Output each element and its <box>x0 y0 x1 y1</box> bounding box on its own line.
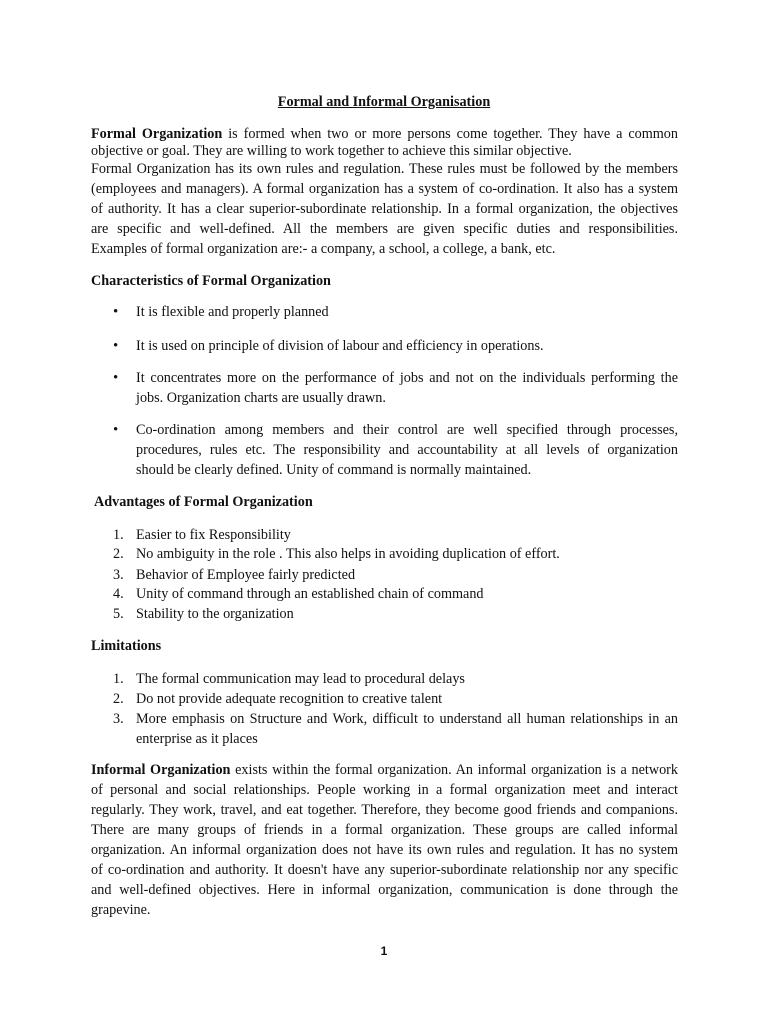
bullet-marker: • <box>113 338 119 354</box>
limitations-heading: Limitations <box>91 638 162 654</box>
page-number: 1 <box>380 944 388 958</box>
formal-intro-line-7: Examples of formal organization are:- a company, a school, a college, a bank, etc. <box>91 241 556 257</box>
advantages-heading: Advantages of Formal Organization <box>94 494 313 510</box>
document-page: Formal and Informal Organisation Formal Organization is formed when two or more persons come together. They have a common objective or goal. They are willing to work together to achieve this similar objective. Formal Organization has its own rules and regulation. These rules must be followed by the members (employees and managers). A formal organization has a system of co-ordination. It also has a system of authority. It has a clear superior-subordinate relationship. In a formal organization, the objectives are specific and well-defined. All the members are given specific duties and responsibilities. Examples of formal organization are:- a company, a school, a college, a bank, etc. Characteristics of Formal Organization • It is flexible and properly planned • It is used on principle of division of labour and efficiency in operations. • It concentrates more on the performance of jobs and not on the individuals performing the jobs. Organization charts are usually drawn. • Co-ordination among members and their control are well specified through processes, procedures, rules etc. The responsibility and accountability at all levels of organization should be clearly defined. Unity of command is normally maintained. Advantages of Formal Organization 1. Easier to fix Responsibility 2. No ambiguity in the role . This also helps in avoiding duplication of effort. 3. Behavior of Employee fairly predicted 4. Unity of command through an established chain of command 5. Stability to the organization Limitations 1. The formal communication may lead to procedural delays 2. Do not provide adequate recognition to creative talent 3. More emphasis on Structure and Work, difficult to understand all human relationships in an enterprise as it places Informal Organization exists within the formal organization. An informal organization is a network of personal and social relationships. People working in a formal organization meet and interact regularly. They work, travel, and eat together. Therefore, they become good friends and companions. There are many groups of friends in a formal organization. These groups are called informal organization. An informal organization does not have its own rules and regulation. It has no system of co-ordination and authority. It doesn't have any superior-subordinate relationship nor any specific and well-defined objectives. Here in informal organization, communication is done through the grapevine. 1 <box>0 0 768 1024</box>
formal-intro-line-2: objective or goal. They are willing to work together to achieve this similar objective. <box>91 143 572 159</box>
formal-intro-line-4: (employees and managers). A formal organization has a system of co-ordination. It also has a system <box>91 181 678 197</box>
informal-paragraph: Informal Organization exists within the formal organization. An informal organization is a network of personal and social relationships. People working in a formal organization meet and interact regularly. They work, travel, and eat together. Therefore, they become good friends and companions. There are many groups of friends in a formal organization. These groups are called informal organization. An informal organization does not have its own rules and regulation. It has no system of co-ordination and authority. It doesn't have any superior-subordinate relationship nor any specific and well-defined objectives. Here in informal organization, communication is done through the grapevine. <box>91 762 678 918</box>
formal-intro-line-6: are specific and well-defined. All the members are given specific duties and responsibilities. <box>91 221 678 237</box>
characteristics-heading: Characteristics of Formal Organization <box>91 273 331 289</box>
formal-intro-line-1: Formal Organization is formed when two or more persons come together. They have a common <box>91 126 678 142</box>
bullet-marker: • <box>113 422 119 438</box>
informal-line-1: Informal Organization exists within the formal organization. An informal organization is a network <box>91 762 678 778</box>
formal-organization-term: Formal Organization <box>91 126 223 142</box>
formal-intro-paragraph <box>91 125 678 259</box>
formal-intro-line-5: of authority. It has a clear superior-subordinate relationship. In a formal organization, the objectives <box>91 201 678 217</box>
bullet-marker: • <box>113 304 119 320</box>
informal-organization-term: Informal Organization <box>91 762 231 778</box>
formal-intro-line-3: Formal Organization has its own rules and regulation. These rules must be followed by the members <box>91 161 678 177</box>
page-title: Formal and Informal Organisation <box>277 94 491 110</box>
bullet-marker: • <box>113 370 119 386</box>
